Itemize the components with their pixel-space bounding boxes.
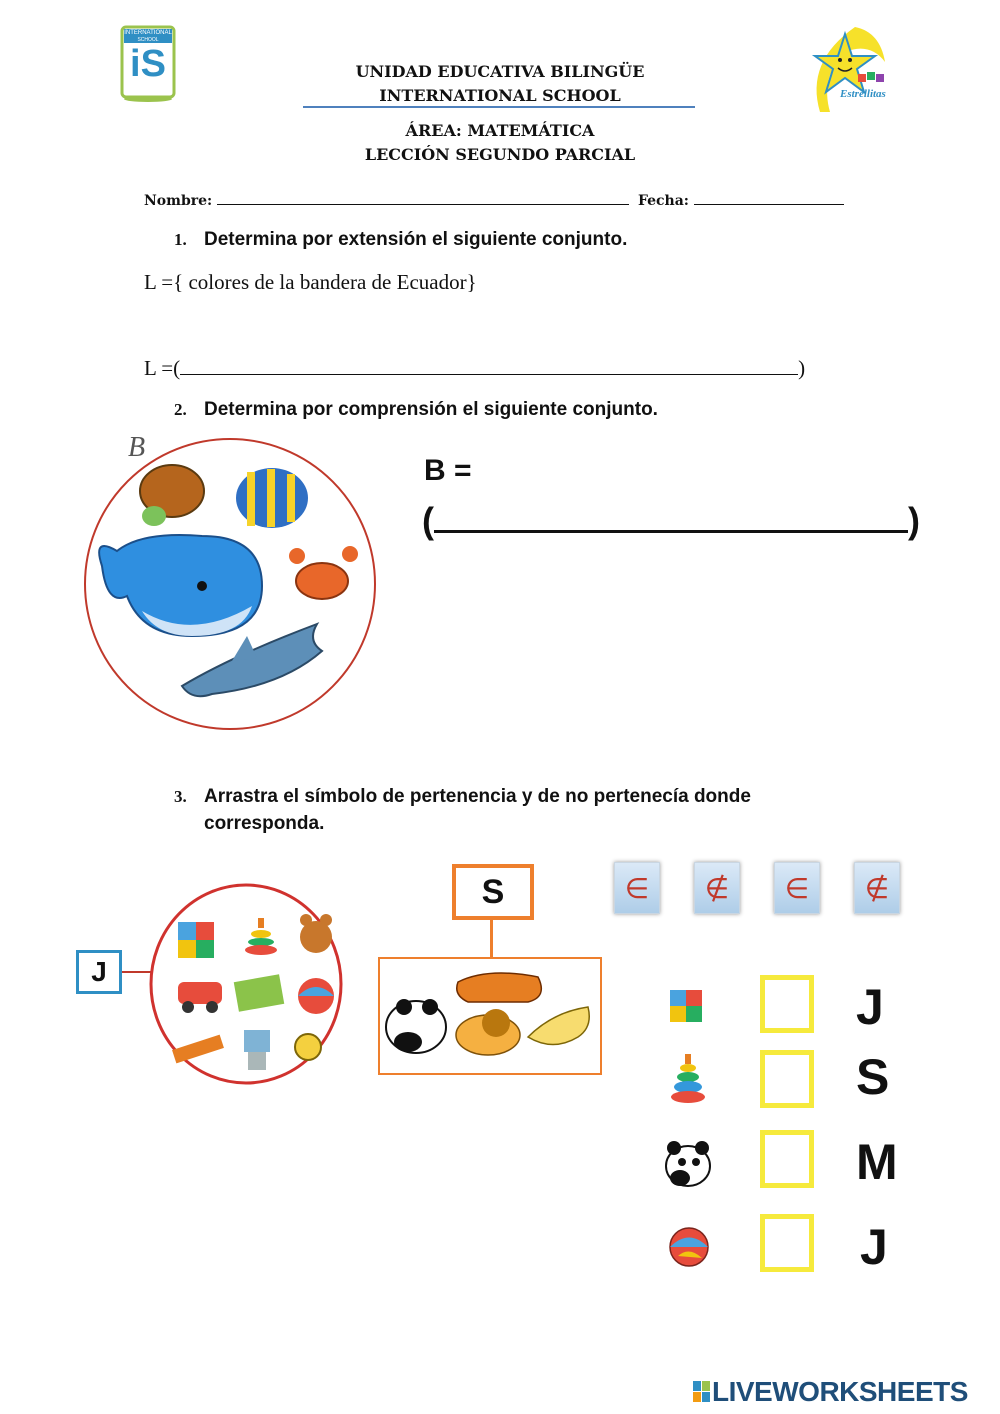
set-s-connector	[490, 920, 493, 958]
liveworksheets-logo	[692, 1376, 968, 1408]
set-l-answer-row	[144, 356, 805, 381]
sea-animals-set-image	[82, 436, 378, 732]
name-field[interactable]	[217, 192, 629, 205]
row-1-set-letter: J	[856, 979, 884, 1035]
element-of-symbol-2[interactable]: ∈	[774, 862, 820, 914]
logo-right-text: Estrellitas	[840, 88, 886, 100]
drop-box-4[interactable]	[760, 1214, 814, 1272]
blocks-icon	[668, 988, 704, 1031]
logo-left-top-text: INTERNATIONAL	[124, 30, 172, 36]
school-logo-left	[120, 25, 176, 103]
set-l-definition: L ={ colores de la bandera de Ecuador}	[144, 270, 477, 294]
header-divider	[303, 106, 695, 108]
row-2-set-letter: S	[856, 1049, 890, 1105]
question-3-text-line1: Arrastra el símbolo de pertenencia y de no pertenecía donde	[204, 786, 751, 807]
row-3-set-letter: M	[856, 1134, 898, 1190]
set-l-answer-prefix: L =(	[144, 356, 181, 380]
date-field[interactable]	[694, 192, 844, 205]
set-b-answer-prefix: B =	[424, 454, 472, 487]
set-j-label-box	[76, 950, 122, 994]
set-b-answer-field[interactable]	[434, 500, 908, 533]
liveworksheets-brand-text: LIVEWORKSHEETS	[712, 1376, 968, 1407]
panda-icon	[662, 1138, 714, 1195]
question-3-number: 3.	[174, 787, 187, 806]
set-b-answer-open: (	[422, 500, 434, 541]
set-b-label: B	[128, 432, 146, 463]
not-element-of-symbol-1[interactable]: ∉	[694, 862, 740, 914]
logo-left-letters: iS	[130, 43, 166, 85]
question-1-text: Determina por extensión el siguiente conjunto.	[204, 229, 628, 250]
question-3-text-line2: corresponda.	[204, 813, 325, 834]
set-l-answer-suffix: )	[798, 356, 806, 380]
ball-icon	[668, 1226, 710, 1273]
date-label: Fecha:	[637, 193, 689, 209]
set-b-answer-close: )	[908, 500, 920, 541]
lesson-title: LECCIÓN SEGUNDO PARCIAL	[364, 145, 636, 164]
school-logo-right	[800, 22, 900, 122]
ring-stacker-icon	[670, 1052, 706, 1109]
not-element-of-symbol-2[interactable]: ∉	[854, 862, 900, 914]
question-2-text: Determina por comprensión el siguiente conjunto.	[204, 399, 658, 420]
set-l-answer-field[interactable]	[180, 358, 798, 375]
name-date-row	[144, 192, 844, 209]
toys-set-image	[148, 882, 344, 1086]
question-2-number: 2.	[174, 400, 187, 419]
question-1	[174, 229, 627, 251]
set-j-label: J	[91, 956, 107, 987]
question-3	[174, 783, 751, 837]
set-b-answer-row	[422, 500, 920, 542]
drop-box-2[interactable]	[760, 1050, 814, 1108]
question-2	[174, 399, 658, 421]
row-4-set-letter: J	[860, 1219, 888, 1275]
drop-box-3[interactable]	[760, 1130, 814, 1188]
drop-box-1[interactable]	[760, 975, 814, 1033]
set-s-label-box	[452, 864, 534, 920]
name-label: Nombre:	[144, 193, 213, 209]
liveworksheets-logo-icon	[692, 1380, 712, 1404]
question-1-number: 1.	[174, 230, 187, 249]
logo-left-sub-text: SCHOOL	[137, 37, 159, 43]
school-name-line2: INTERNATIONAL SCHOOL	[379, 86, 621, 105]
set-s-label: S	[481, 872, 505, 911]
wild-animals-set-image	[378, 957, 602, 1075]
area-title: ÁREA: MATEMÁTICA	[405, 121, 595, 140]
school-name-line1: UNIDAD EDUCATIVA BILINGÜE	[355, 62, 645, 81]
element-of-symbol-1[interactable]: ∈	[614, 862, 660, 914]
